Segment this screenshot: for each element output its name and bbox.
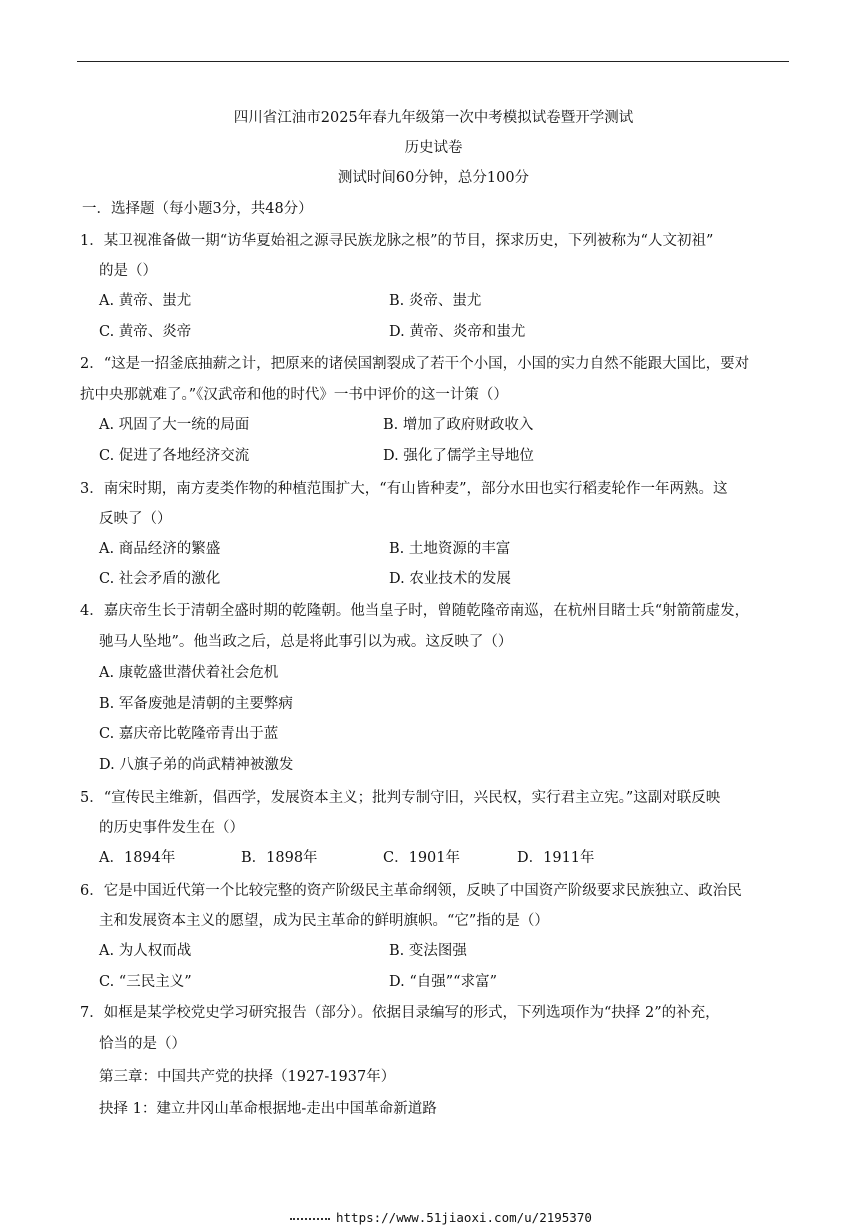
section-heading: 一．选择题（每小题3分，共48分） [82,201,313,217]
q5-stem-line2: 的历史事件发生在（） [99,820,244,836]
q3-stem-line2: 反映了（） [99,511,172,527]
exam-title: 四川省江油市2025年春九年级第一次中考模拟试卷暨开学测试 [233,110,634,126]
q4-option-c: C. 嘉庆帝比乾隆帝青出于蓝 [99,726,279,742]
q4-option-b: B. 军备废弛是清朝的主要弊病 [99,696,293,712]
q3-option-b: B. 土地资源的丰富 [389,541,511,557]
footer-logo-icon [290,1218,330,1220]
q6-option-c: C. “三民主义” [99,974,192,990]
exam-subject: 历史试卷 [404,140,463,156]
q7-stem-line1: 7．如框是某学校党史学习研究报告（部分）。依据目录编写的形式，下列选项作为“抉择 2”的补充， [80,1005,720,1021]
q3-option-c: C. 社会矛盾的激化 [99,571,221,587]
q2-option-b: B. 增加了政府财政收入 [383,417,534,433]
q6-option-b: B. 变法图强 [389,943,467,959]
q1-stem-line2: 的是（） [99,263,157,279]
q5-option-d: D．1911年 [517,850,595,866]
q5-option-b: B．1898年 [241,850,318,866]
q1-option-d: D. 黄帝、炎帝和蚩尤 [389,324,526,340]
q5-option-a: A．1894年 [99,850,176,866]
q6-stem-line2: 主和发展资本主义的愿望，成为民主革命的鲜明旗帜。“它”指的是（） [99,913,549,929]
q4-option-d: D. 八旗子弟的尚武精神被激发 [99,757,294,773]
q4-stem-line1: 4．嘉庆帝生长于清朝全盛时期的乾隆朝。他当皇子时，曾随乾隆帝南巡，在杭州目睹士兵“射箭箭虚发， [80,603,750,619]
q1-option-c: C. 黄帝、炎帝 [99,324,192,340]
q2-stem-line1: 2．“这是一招釜底抽薪之计，把原来的诸侯国割裂成了若干个小国，小国的实力自然不能跟大国比，要对 [80,356,750,372]
footer-watermark [290,1210,592,1225]
q2-option-d: D. 强化了儒学主导地位 [383,448,534,464]
q6-option-a: A. 为人权而战 [99,943,192,959]
q7-box-chapter: 第三章：中国共产党的抉择（1927-1937年） [99,1069,396,1085]
q2-option-a: A. 巩固了大一统的局面 [99,417,250,433]
q4-stem-line2: 驰马人坠地”。他当政之后，总是将此事引以为戒。这反映了（） [99,634,513,650]
q3-option-d: D. 农业技术的发展 [389,571,511,587]
q3-stem-line1: 3．南宋时期，南方麦类作物的种植范围扩大，“有山皆种麦”，部分水田也实行稻麦轮作一年两熟。这 [80,481,728,497]
q1-option-a: A. 黄帝、蚩尤 [99,293,192,309]
q7-box-choice1: 抉择 1：建立井冈山革命根据地-走出中国革命新道路 [99,1101,437,1117]
exam-info: 测试时间60分钟，总分100分 [337,170,530,186]
q1-stem-line1: 1．某卫视准备做一期“访华夏始祖之源寻民族龙脉之根”的节目，探求历史，下列被称为“人文初祖” [80,233,714,249]
q5-stem-line1: 5．“宣传民主维新，倡西学，发展资本主义；批判专制守旧，兴民权，实行君主立宪。”这副对联反映 [80,790,721,806]
q5-option-c: C．1901年 [383,850,460,866]
q4-option-a: A. 康乾盛世潜伏着社会危机 [99,665,279,681]
q1-option-b: B. 炎帝、蚩尤 [389,293,482,309]
footer-url: https://www.51jiaoxi.com/u/2195370 [336,1210,592,1225]
q2-stem-line2: 抗中央那就难了。”《汉武帝和他的时代》一书中评价的这一计策（） [80,387,508,403]
top-rule [77,61,789,62]
q7-stem-line2: 恰当的是（） [99,1036,186,1052]
q6-stem-line1: 6．它是中国近代第一个比较完整的资产阶级民主革命纲领，反映了中国资产阶级要求民族独立、政治民 [80,883,742,899]
q2-option-c: C. 促进了各地经济交流 [99,448,250,464]
q3-option-a: A. 商品经济的繁盛 [99,541,221,557]
q6-option-d: D. “自强”“求富” [389,974,497,990]
